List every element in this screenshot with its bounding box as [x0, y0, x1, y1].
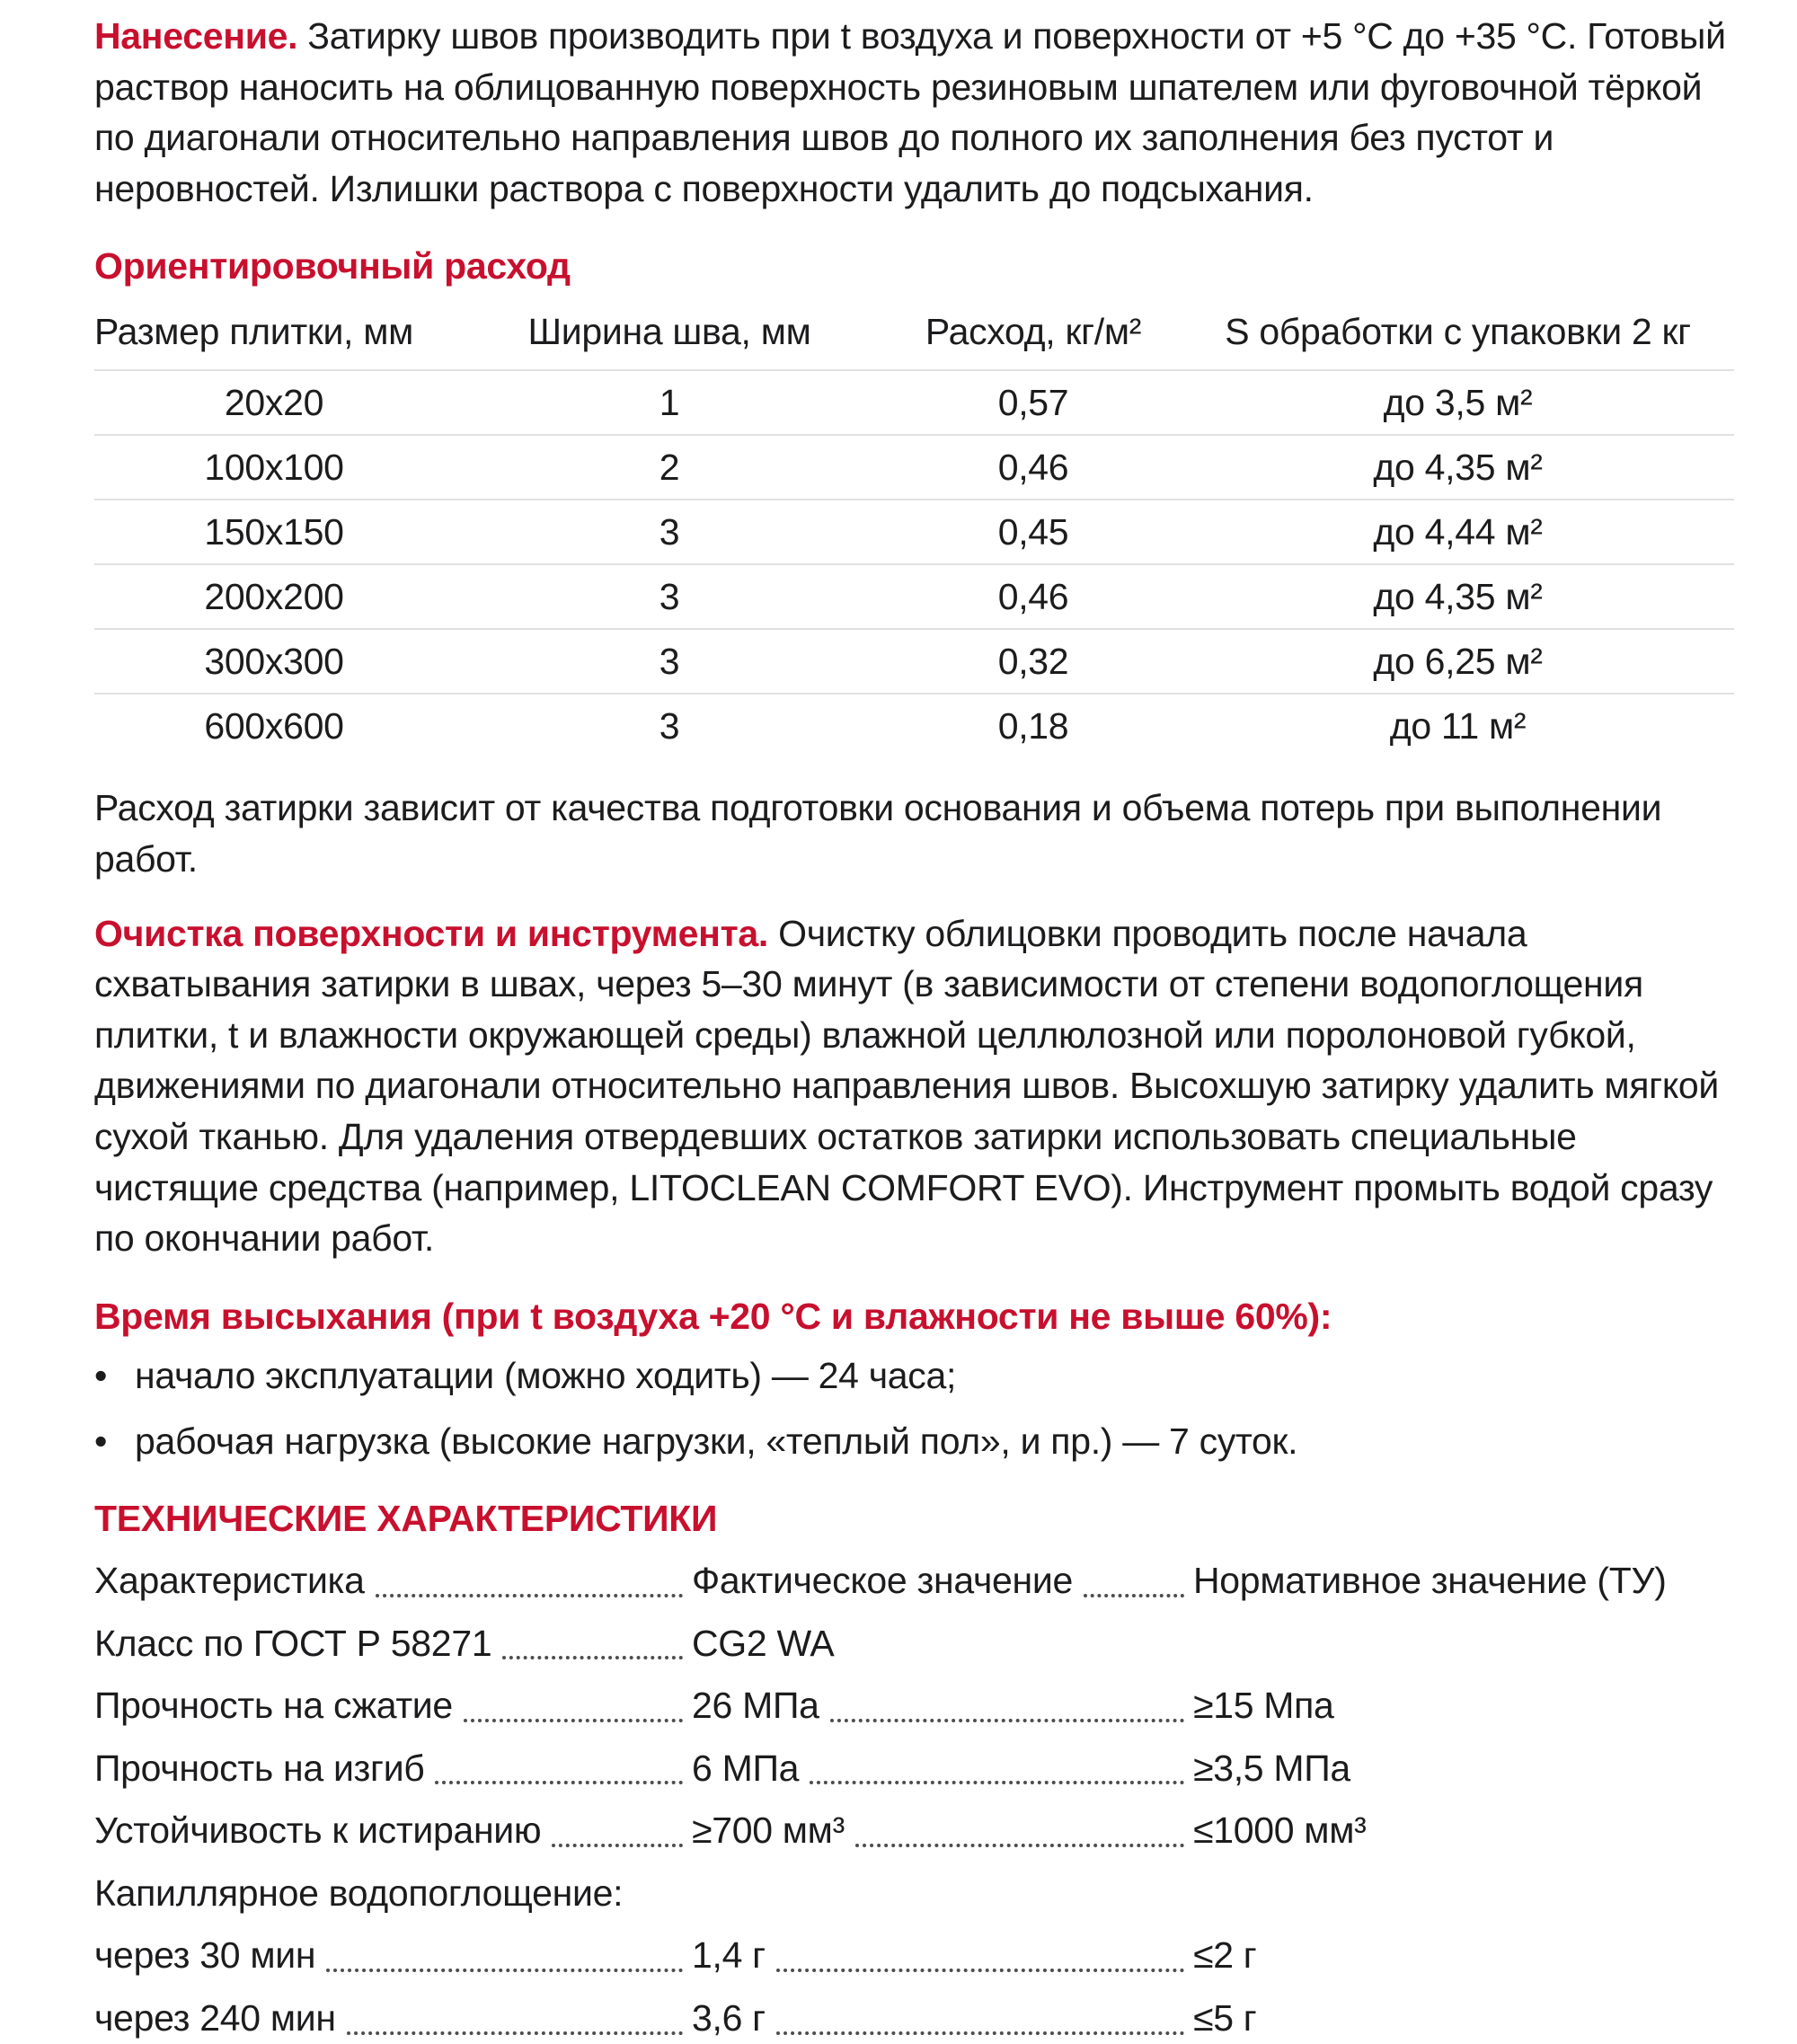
spec-value: CG2 WA — [692, 1622, 835, 1664]
cell-coverage: до 4,35 м² — [1182, 564, 1734, 629]
dot-leader — [502, 1656, 683, 1659]
spec-row — [94, 1743, 1734, 1794]
consumption-note: Расход затирки зависит от качества подготовки основания и объема потерь при выполнении работ. — [94, 787, 1662, 880]
spec-norm: ≤5 г — [1193, 1997, 1257, 2040]
spec-norm: Нормативное значение (ТУ) — [1193, 1559, 1667, 1601]
spec-label: Прочность на сжатие — [94, 1685, 453, 1727]
cell-coverage: до 4,44 м² — [1182, 500, 1734, 564]
cleaning-paragraph — [94, 908, 1734, 1264]
dot-leader — [326, 1969, 683, 1972]
table-row — [94, 564, 1734, 629]
bullet-icon: • — [94, 1355, 108, 1397]
spec-row — [94, 1555, 1734, 1606]
dot-leader — [435, 1781, 683, 1784]
spec-norm: ≤1000 мм³ — [1193, 1810, 1367, 1852]
cell-tile-size: 20x20 — [94, 370, 454, 435]
cell-tile-size: 600x600 — [94, 694, 454, 757]
spec-row — [94, 1930, 1734, 1981]
bullet-text: рабочая нагрузка (высокие нагрузки, «теплый пол», и пр.) — 7 суток. — [135, 1420, 1298, 1462]
table-row — [94, 694, 1734, 757]
spec-label: через 240 мин — [94, 1997, 336, 2040]
cell-consumption: 0,46 — [885, 435, 1182, 500]
spec-label: Устойчивость к истиранию — [94, 1810, 542, 1852]
cell-consumption: 0,45 — [885, 500, 1182, 564]
cell-tile-size: 150x150 — [94, 500, 454, 564]
spec-value: 3,6 г — [692, 1997, 766, 2040]
specs-list — [94, 1555, 1734, 2044]
spec-value: Фактическое значение — [692, 1559, 1073, 1601]
cell-consumption: 0,18 — [885, 694, 1182, 757]
cell-coverage: до 4,35 м² — [1182, 435, 1734, 500]
spec-value: ≥700 мм³ — [692, 1810, 845, 1852]
spec-label: через 30 мин — [94, 1934, 316, 1977]
dot-leader — [464, 1719, 683, 1722]
dot-leader — [855, 1844, 1184, 1847]
col-header-coverage: S обработки с упаковки 2 кг — [1225, 310, 1691, 352]
table-row — [94, 629, 1734, 694]
drying-bullet-item — [94, 1416, 1734, 1467]
spec-row — [94, 1618, 1734, 1669]
application-paragraph — [94, 11, 1734, 214]
cell-joint-width: 1 — [454, 370, 885, 435]
dot-leader — [376, 1594, 683, 1597]
dot-leader — [347, 2031, 683, 2035]
spec-value: 1,4 г — [692, 1934, 766, 1977]
cell-coverage: до 6,25 м² — [1182, 629, 1734, 694]
spec-label: Капиллярное водопоглощение: — [94, 1871, 624, 1914]
cleaning-lead: Очистка поверхности и инструмента. — [94, 912, 769, 954]
spec-row — [94, 1868, 1734, 1919]
cell-consumption: 0,46 — [885, 564, 1182, 629]
cell-joint-width: 3 — [454, 694, 885, 757]
specs-heading: ТЕХНИЧЕСКИЕ ХАРАКТЕРИСТИКИ — [94, 1498, 718, 1540]
cell-joint-width: 3 — [454, 629, 885, 694]
drying-bullet-item — [94, 1350, 1734, 1402]
cell-coverage: до 11 м² — [1182, 694, 1734, 757]
cell-tile-size: 200x200 — [94, 564, 454, 629]
table-row — [94, 435, 1734, 500]
spec-value: 6 МПа — [692, 1747, 800, 1789]
dot-leader — [1084, 1594, 1184, 1597]
bullet-text: начало эксплуатации (можно ходить) — 24 часа; — [135, 1355, 957, 1397]
dot-leader — [810, 1781, 1184, 1784]
dot-leader — [552, 1844, 683, 1847]
cell-coverage: до 3,5 м² — [1182, 370, 1734, 435]
spec-label: Прочность на изгиб — [94, 1747, 425, 1789]
application-lead: Нанесение. — [94, 15, 298, 57]
cell-tile-size: 100x100 — [94, 435, 454, 500]
application-text: Затирку швов производить при t воздуха и поверхности от +5 °C до +35 °C. Готовый раствор наносить на облицованную поверхность резиновым шпателем или фуговочной тёркой по диагонали относительно направления швов до полного их заполнения без пустот и неровностей. Излишки раствора с поверхности удалить до подсыхания. — [94, 15, 1726, 209]
dot-leader — [776, 2031, 1184, 2035]
col-header-consumption: Расход, кг/м² — [925, 310, 1142, 352]
cleaning-text: Очистку облицовки проводить после начала схватывания затирки в швах, через 5–30 минут (в зависимости от степени водопоглощения плитки, t и влажности окружающей среды) влажной целлюлозной или поролоновой губкой, движениями по диагонали относительно направления швов. Высохшую затирку удалить мягкой сухой тканью. Для удаления отвердевших остатков затирки использовать специальные чистящие средства (например, LITOCLEAN COMFORT EVO). Инструмент промыть водой сразу по окончании работ. — [94, 912, 1720, 1260]
spec-row — [94, 1805, 1734, 1856]
spec-label: Характеристика — [94, 1559, 365, 1601]
bullet-icon: • — [94, 1420, 108, 1462]
table-header-row — [94, 301, 1734, 371]
cell-tile-size: 300x300 — [94, 629, 454, 694]
cell-joint-width: 3 — [454, 500, 885, 564]
spec-norm: ≤2 г — [1193, 1934, 1257, 1977]
col-header-joint-width: Ширина шва, мм — [527, 310, 811, 352]
spec-row — [94, 1680, 1734, 1731]
spec-value: 26 МПа — [692, 1685, 819, 1727]
table-row — [94, 370, 1734, 435]
consumption-heading: Ориентировочный расход — [94, 245, 571, 288]
dot-leader — [830, 1719, 1184, 1722]
dot-leader — [776, 1969, 1184, 1972]
cell-joint-width: 3 — [454, 564, 885, 629]
drying-heading: Время высыхания (при t воздуха +20 °C и влажности не выше 60%): — [94, 1295, 1332, 1337]
spec-row — [94, 1993, 1734, 2044]
table-row — [94, 500, 1734, 564]
spec-norm: ≥15 Мпа — [1193, 1685, 1334, 1727]
cell-consumption: 0,57 — [885, 370, 1182, 435]
cell-consumption: 0,32 — [885, 629, 1182, 694]
consumption-table — [94, 301, 1734, 758]
spec-label: Класс по ГОСТ Р 58271 — [94, 1622, 492, 1664]
col-header-tile-size: Размер плитки, мм — [94, 310, 414, 352]
spec-norm: ≥3,5 МПа — [1193, 1747, 1350, 1789]
cell-joint-width: 2 — [454, 435, 885, 500]
